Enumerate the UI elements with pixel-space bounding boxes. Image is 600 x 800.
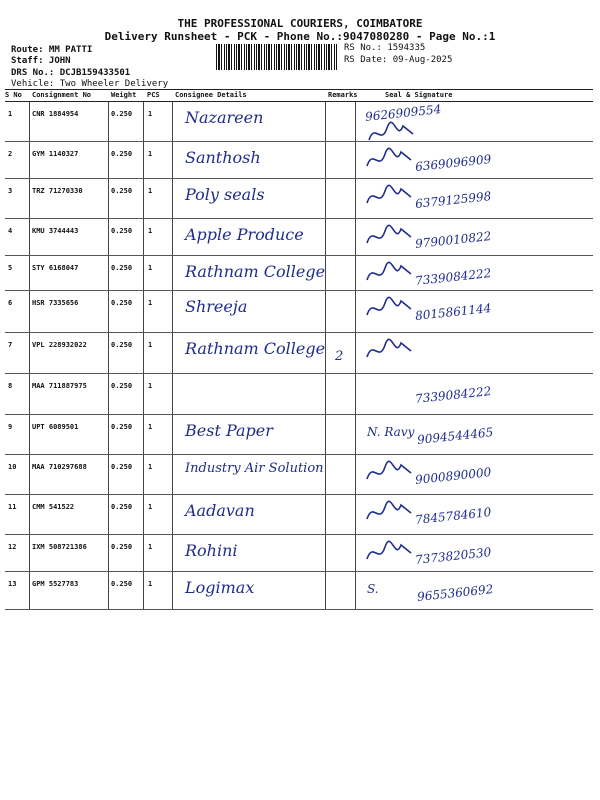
table-row [5,374,593,415]
vehicle-label: Vehicle: Two Wheeler Delivery [11,79,169,89]
signature-scribble [365,223,415,251]
table-row [5,333,593,374]
row-consignment: CMM 541522 [32,503,75,511]
row-weight: 0.250 [111,264,133,272]
column-divider [29,219,30,255]
phone-handwriting: 9000890000 [414,465,492,487]
consignee-handwriting: Shreeja [185,297,248,316]
rs-date: RS Date: 09-Aug-2025 [344,55,453,65]
row-sno: 8 [8,382,13,390]
row-sno: 13 [8,580,17,588]
column-divider [29,535,30,571]
column-divider [355,495,356,534]
row-sno: 9 [8,423,13,431]
column-divider [29,572,30,609]
column-divider [29,142,30,178]
column-divider [143,256,144,290]
column-divider [143,374,144,414]
column-divider [325,142,326,178]
row-pcs: 1 [148,580,153,588]
row-sno: 3 [8,187,13,195]
col-sno: S No [5,91,22,99]
column-divider [108,256,109,290]
column-divider [108,572,109,609]
column-divider [172,572,173,609]
table-row [5,179,593,219]
phone-handwriting: 7373820530 [414,545,492,567]
row-weight: 0.250 [111,341,133,349]
column-divider [143,455,144,494]
row-weight: 0.250 [111,463,133,471]
row-weight: 0.250 [111,382,133,390]
column-divider [29,455,30,494]
row-pcs: 1 [148,227,153,235]
row-weight: 0.250 [111,503,133,511]
table-row [5,256,593,291]
column-divider [29,291,30,332]
column-divider [355,535,356,571]
column-divider [143,179,144,218]
column-divider [143,535,144,571]
row-weight: 0.250 [111,580,133,588]
column-divider [325,415,326,454]
column-divider [172,219,173,255]
table-row [5,415,593,455]
column-divider [143,291,144,332]
column-divider [172,374,173,414]
row-pcs: 1 [148,299,153,307]
column-divider [108,333,109,373]
consignee-handwriting: Rathnam College [185,339,326,358]
column-divider [143,415,144,454]
column-divider [172,415,173,454]
column-divider [172,495,173,534]
consignee-handwriting: Santhosh [185,148,261,167]
col-pcs: PCS [147,91,160,99]
row-pcs: 1 [148,187,153,195]
table-row [5,535,593,572]
route-label: Route: MM PATTI [11,45,93,55]
column-divider [108,415,109,454]
signature-scribble [365,295,415,323]
row-sno: 5 [8,264,13,272]
column-divider [325,333,326,373]
row-weight: 0.250 [111,110,133,118]
remark-handwriting: 2 [335,349,344,364]
table-body [5,102,593,610]
row-consignment: GYM 1140327 [32,150,79,158]
runsheet-table [5,89,593,610]
signature-scribble [365,260,415,288]
row-sno: 7 [8,341,13,349]
column-divider [325,102,326,141]
table-row [5,102,593,142]
signature-scribble [365,183,415,211]
column-divider [325,572,326,609]
column-divider [172,179,173,218]
column-divider [355,102,356,141]
signature-scribble [365,337,415,365]
column-divider [325,219,326,255]
row-consignment: MAA 710297688 [32,463,87,471]
column-divider [108,374,109,414]
column-divider [143,219,144,255]
column-divider [172,455,173,494]
row-weight: 0.250 [111,543,133,551]
table-row [5,455,593,495]
signature-scribble [365,499,415,527]
consignee-handwriting: Industry Air Solution [185,461,324,476]
signature-scribble [365,459,415,487]
row-sno: 11 [8,503,17,511]
row-consignment: HSR 7335656 [32,299,79,307]
phone-handwriting: 7339084222 [414,266,492,288]
row-sno: 2 [8,150,13,158]
column-divider [29,415,30,454]
column-divider [172,333,173,373]
col-remarks: Remarks [328,91,358,99]
phone-handwriting: 9790010822 [414,229,492,251]
column-divider [172,535,173,571]
column-divider [29,374,30,414]
column-divider [143,102,144,141]
runsheet-subtitle: Delivery Runsheet - PCK - Phone No.:9047080280 - Page No.:1 [104,30,496,43]
consignee-handwriting: Apple Produce [185,225,304,244]
row-weight: 0.250 [111,299,133,307]
column-divider [172,291,173,332]
consignee-handwriting: Rathnam College [185,262,326,281]
row-weight: 0.250 [111,150,133,158]
signature-text: N. Ravy [367,425,415,439]
row-weight: 0.250 [111,423,133,431]
phone-handwriting: 8015861144 [414,301,492,323]
column-divider [325,495,326,534]
column-divider [325,535,326,571]
signature-scribble [365,146,415,174]
row-consignment: MAA 711887975 [32,382,87,390]
consignee-handwriting: Logimax [185,578,255,597]
staff-label: Staff: JOHN [11,56,71,66]
consignee-handwriting: Poly seals [185,185,265,204]
phone-handwriting: 6369096909 [414,152,492,174]
row-consignment: UPT 6089501 [32,423,79,431]
consignee-handwriting: Nazareen [185,108,264,127]
column-divider [143,142,144,178]
row-pcs: 1 [148,543,153,551]
row-consignment: TRZ 71270330 [32,187,83,195]
row-consignment: KMU 3744443 [32,227,79,235]
phone-handwriting: 7845784610 [414,505,492,527]
row-sno: 10 [8,463,17,471]
table-row [5,142,593,179]
consignee-handwriting: Aadavan [185,501,255,520]
row-pcs: 1 [148,110,153,118]
column-divider [108,535,109,571]
row-consignment: VPL 228932022 [32,341,87,349]
column-divider [108,179,109,218]
column-divider [108,455,109,494]
column-divider [355,179,356,218]
column-divider [29,333,30,373]
row-consignment: IXM 508721386 [32,543,87,551]
column-divider [355,142,356,178]
row-pcs: 1 [148,264,153,272]
column-divider [29,102,30,141]
column-divider [325,455,326,494]
company-title: THE PROFESSIONAL COURIERS, COIMBATORE [177,17,423,30]
table-row [5,219,593,256]
drs-label: DRS No.: DCJB159433501 [11,68,131,78]
column-divider [355,415,356,454]
consignee-handwriting: Rohini [185,541,238,560]
table-header [5,89,593,102]
column-divider [325,256,326,290]
rs-number: RS No.: 1594335 [344,43,426,53]
col-details: Consignee Details [175,91,247,99]
column-divider [355,572,356,609]
row-pcs: 1 [148,150,153,158]
column-divider [355,256,356,290]
column-divider [355,291,356,332]
column-divider [143,495,144,534]
column-divider [29,256,30,290]
phone-handwriting: 7339084222 [414,384,492,406]
column-divider [108,142,109,178]
column-divider [108,102,109,141]
col-consignment: Consignment No [32,91,92,99]
row-sno: 6 [8,299,13,307]
col-weight: Weight [111,91,137,99]
signature-text: S. [367,582,379,596]
column-divider [172,256,173,290]
column-divider [108,219,109,255]
column-divider [325,291,326,332]
signature-scribble [365,539,415,567]
row-sno: 1 [8,110,13,118]
col-seal: Seal & Signature [385,91,453,99]
column-divider [355,455,356,494]
phone-handwriting: 9094544465 [416,425,494,447]
row-sno: 4 [8,227,13,235]
column-divider [172,142,173,178]
phone-handwriting: 9626909554 [364,102,442,124]
barcode-image [216,44,338,70]
row-pcs: 1 [148,423,153,431]
row-sno: 12 [8,543,17,551]
phone-handwriting: 9655360692 [416,582,494,604]
row-weight: 0.250 [111,187,133,195]
row-pcs: 1 [148,503,153,511]
column-divider [143,333,144,373]
column-divider [108,291,109,332]
column-divider [29,179,30,218]
row-weight: 0.250 [111,227,133,235]
consignee-handwriting: Best Paper [185,421,273,440]
column-divider [325,374,326,414]
row-pcs: 1 [148,382,153,390]
row-consignment: STY 6168047 [32,264,79,272]
table-row [5,572,593,610]
table-row [5,291,593,333]
column-divider [143,572,144,609]
column-divider [325,179,326,218]
row-pcs: 1 [148,463,153,471]
row-consignment: CNR 1884954 [32,110,79,118]
column-divider [355,333,356,373]
phone-handwriting: 6379125998 [414,189,492,211]
column-divider [355,374,356,414]
row-pcs: 1 [148,341,153,349]
row-consignment: GPM 5527783 [32,580,79,588]
table-row [5,495,593,535]
column-divider [29,495,30,534]
column-divider [108,495,109,534]
column-divider [355,219,356,255]
column-divider [172,102,173,141]
